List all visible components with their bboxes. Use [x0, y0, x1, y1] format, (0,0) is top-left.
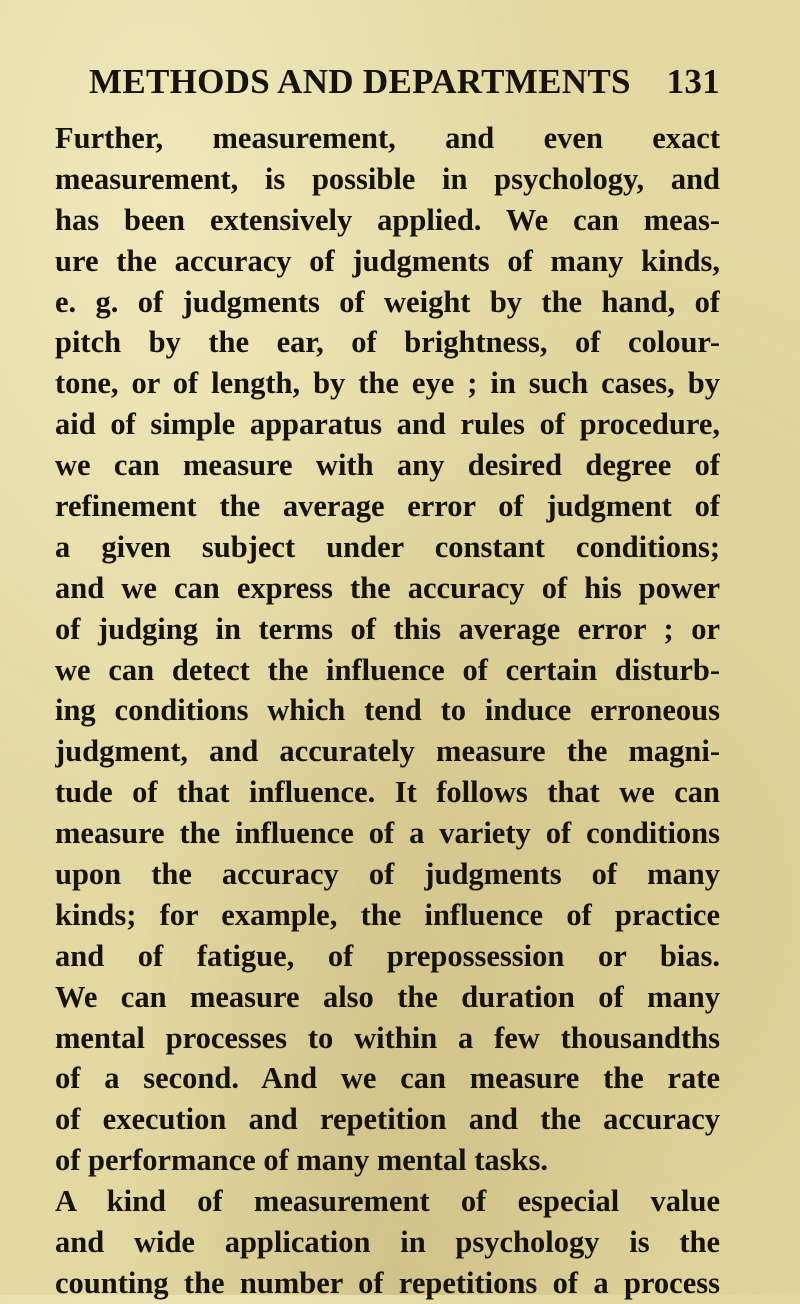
text-line: e. g. of judgments of weight by the hand, of — [55, 284, 720, 319]
text-line: aid of simple apparatus and rules of procedure, — [55, 407, 720, 442]
text-line: tude of that influence. It follows that we can — [55, 775, 720, 810]
text-line: of execution and repetition and the accuracy — [55, 1102, 720, 1137]
text-line: Further, measurement, and even exact — [55, 121, 720, 155]
text-line: we can detect the influence of certain disturb- — [55, 652, 720, 687]
text-line: pitch by the ear, of brightness, of colour- — [55, 325, 720, 360]
text-line: measurement, is possible in psychology, and — [55, 161, 720, 196]
text-line: has been extensively applied. We can meas- — [55, 202, 720, 237]
text-line: upon the accuracy of judgments of many — [55, 857, 720, 892]
text-line: judgment, and accurately measure the magni- — [55, 734, 720, 769]
text-line: mental processes to within a few thousandths — [55, 1020, 720, 1055]
page-number: 131 — [666, 62, 720, 101]
text-line: refinement the average error of judgment of — [55, 489, 720, 524]
paragraph-start-line: A kind of measurement of especial value — [55, 1184, 720, 1219]
text-line: and of fatigue, of prepossession or bias. — [55, 938, 720, 973]
text-line: and wide application in psychology is the — [55, 1225, 720, 1260]
text-line: of performance of many mental tasks. — [55, 1143, 549, 1178]
text-line: ing conditions which tend to induce erroneous — [55, 693, 720, 728]
text-line: of judging in terms of this average error ; or — [55, 611, 720, 646]
text-line: and we can express the accuracy of his power — [55, 570, 720, 605]
running-head-title: METHODS AND DEPARTMENTS — [89, 62, 631, 101]
running-head — [55, 62, 720, 102]
text-line: of a second. And we can measure the rate — [55, 1061, 720, 1096]
text-line: tone, or of length, by the eye ; in such cases, by — [55, 366, 720, 401]
text-line: kinds; for example, the influence of practice — [55, 897, 720, 932]
text-line: a given subject under constant conditions; — [55, 529, 720, 564]
body-text — [55, 118, 720, 1304]
text-line: we can measure with any desired degree of — [55, 448, 720, 483]
text-line: measure the influence of a variety of conditions — [55, 816, 720, 851]
text-line: ure the accuracy of judgments of many kinds, — [55, 243, 720, 278]
text-line: counting the number of repetitions of a process — [55, 1265, 720, 1300]
text-line: We can measure also the duration of many — [55, 979, 720, 1014]
